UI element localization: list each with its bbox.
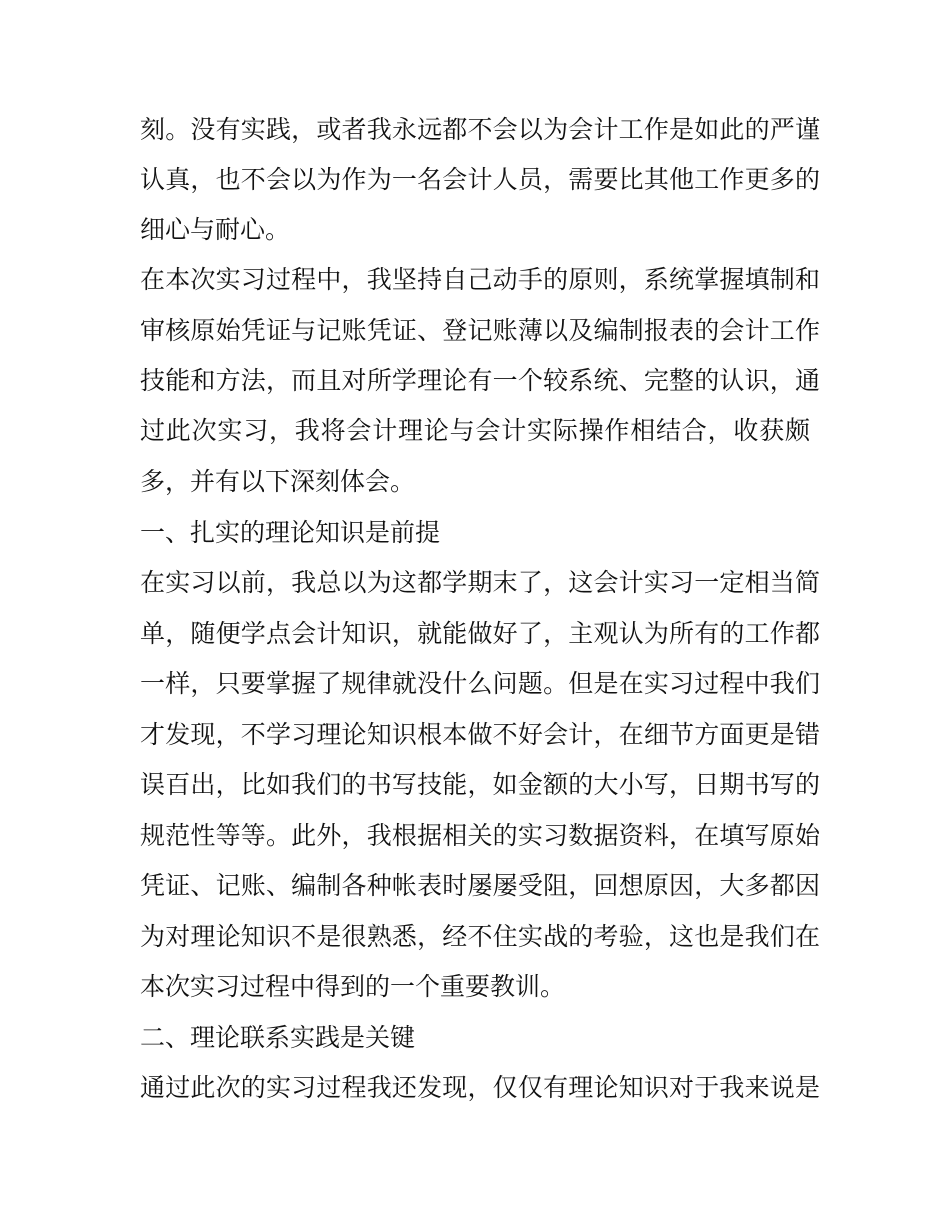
text-line: 认真，也不会以为作为一名会计人员，需要比其他工作更多的	[140, 165, 820, 194]
text-line: 为对理论知识不是很熟悉，经不住实战的考验，这也是我们在	[140, 922, 820, 951]
text-line: 技能和方法，而且对所学理论有一个较系统、完整的认识，通	[140, 366, 820, 395]
text-line: 一样，只要掌握了规律就没什么问题。但是在实习过程中我们	[140, 669, 820, 698]
text-line: 审核原始凭证与记账凭证、登记账薄以及编制报表的会计工作	[140, 316, 820, 345]
section-heading-1: 一、扎实的理论知识是前提	[140, 518, 441, 547]
text-line: 通过此次的实习过程我还发现，仅仅有理论知识对于我来说是	[140, 1073, 820, 1102]
text-line: 细心与耐心。	[140, 215, 291, 244]
text-line: 在实习以前，我总以为这都学期末了，这会计实习一定相当简	[140, 568, 820, 597]
text-line: 凭证、记账、编制各种帐表时屡屡受阻，回想原因，大多都因	[140, 871, 820, 900]
text-line: 本次实习过程中得到的一个重要教训。	[140, 972, 566, 1001]
text-line: 误百出，比如我们的书写技能，如金额的大小写，日期书写的	[140, 770, 820, 799]
text-line: 过此次实习，我将会计理论与会计实际操作相结合，收获颇	[140, 416, 811, 445]
section-heading-2: 二、理论联系实践是关键	[140, 1023, 416, 1052]
text-line: 刻。没有实践，或者我永远都不会以为会计工作是如此的严谨	[140, 115, 820, 144]
text-line: 单，随便学点会计知识，就能做好了，主观认为所有的工作都	[140, 619, 820, 648]
text-line: 在本次实习过程中，我坚持自己动手的原则，系统掌握填制和	[140, 265, 820, 294]
text-line: 多，并有以下深刻体会。	[140, 467, 416, 496]
text-line: 规范性等等。此外，我根据相关的实习数据资料，在填写原始	[140, 821, 820, 850]
text-line: 才发现，不学习理论知识根本做不好会计，在细节方面更是错	[140, 720, 820, 749]
